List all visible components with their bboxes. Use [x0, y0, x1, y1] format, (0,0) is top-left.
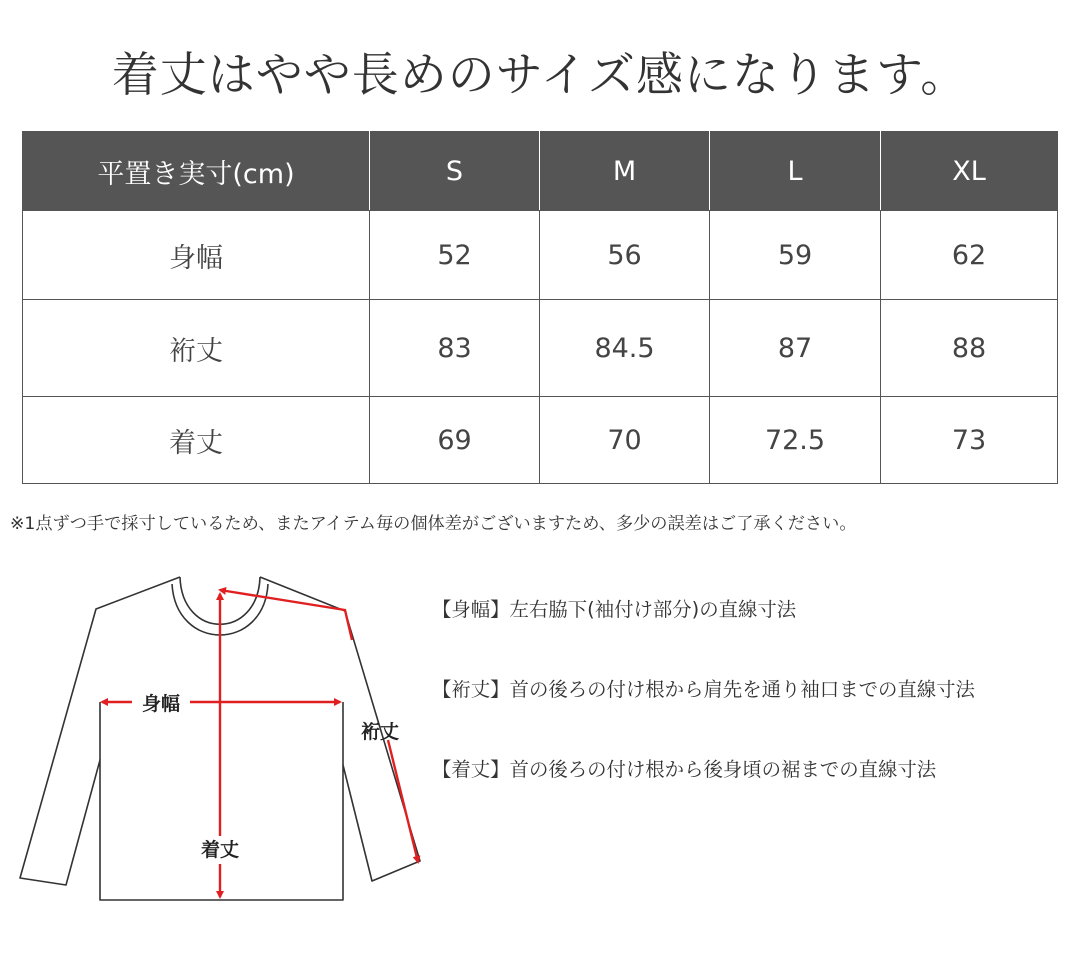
- legend-length: 【着丈】首の後ろの付け根から後身頃の裾までの直線寸法: [432, 758, 937, 781]
- header-cell-m: M: [540, 132, 710, 211]
- table-cell: 52: [370, 211, 540, 300]
- row-label: 身幅: [23, 211, 370, 300]
- page-title: 着丈はやや長めのサイズ感になります。: [111, 48, 969, 103]
- measurement-note: ※1点ずつ手で採寸しているため、またアイテム毎の個体差がございますため、多少の誤差はご了承ください。: [10, 514, 857, 534]
- table-cell: 84.5: [540, 300, 710, 397]
- legend-width: 【身幅】左右脇下(袖付け部分)の直線寸法: [432, 598, 797, 621]
- table-cell: 59: [710, 211, 881, 300]
- diagram-label-width: 身幅: [141, 693, 181, 715]
- table-row: [23, 397, 1058, 484]
- measurement-arrows: [102, 590, 418, 897]
- table-cell: 73: [881, 397, 1058, 484]
- legend-sleeve: 【裄丈】首の後ろの付け根から肩先を通り袖口までの直線寸法: [432, 678, 975, 701]
- row-label: 裄丈: [23, 300, 370, 397]
- header-cell-s: S: [370, 132, 540, 211]
- table-cell: 87: [710, 300, 881, 397]
- row-label: 着丈: [23, 397, 370, 484]
- table-cell: 69: [370, 397, 540, 484]
- header-cell-xl: XL: [881, 132, 1058, 211]
- diagram-label-length: 着丈: [200, 839, 240, 861]
- header-cell-measure: 平置き実寸(cm): [23, 132, 370, 211]
- sleeve-arrow: [220, 590, 352, 640]
- header-cell-l: L: [710, 132, 881, 211]
- diagram-label-sleeve: 裄丈: [360, 721, 400, 743]
- table-row: [23, 300, 1058, 397]
- sleeve-arrow-lower: [388, 740, 418, 862]
- table-row: [23, 211, 1058, 300]
- shirt-diagram: [0, 560, 440, 920]
- table-cell: 70: [540, 397, 710, 484]
- size-table: [22, 131, 1058, 484]
- table-cell: 62: [881, 211, 1058, 300]
- table-header-row: [23, 132, 1058, 211]
- table-cell: 72.5: [710, 397, 881, 484]
- table-cell: 83: [370, 300, 540, 397]
- table-cell: 88: [881, 300, 1058, 397]
- table-cell: 56: [540, 211, 710, 300]
